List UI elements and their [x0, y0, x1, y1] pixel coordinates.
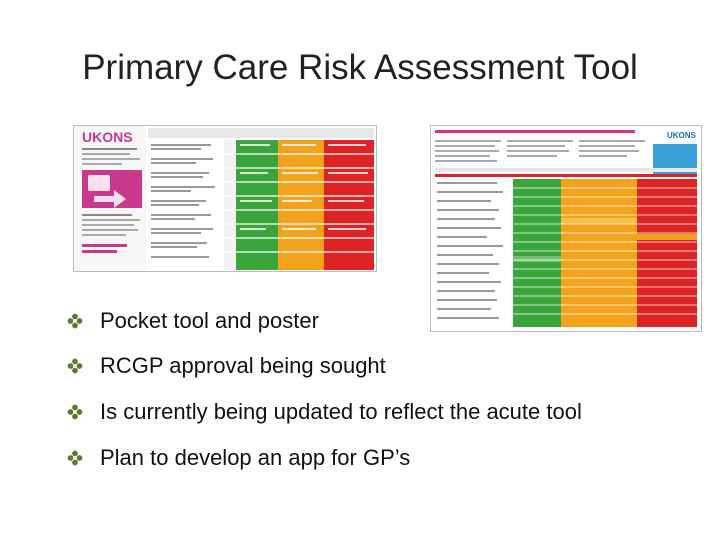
diamond-bullet-icon: [66, 357, 84, 375]
slide-title: Primary Care Risk Assessment Tool: [82, 48, 638, 87]
bullet-item: [66, 399, 582, 425]
diamond-bullet-icon: [66, 403, 84, 421]
bullet-item: [66, 353, 386, 379]
bullet-item: [66, 445, 410, 471]
diamond-bullet-icon: [66, 312, 84, 330]
diamond-bullet-icon: [66, 449, 84, 467]
bullet-item: [66, 308, 319, 334]
poster-logo: UKONS: [667, 131, 696, 140]
bullet-text: Pocket tool and poster: [100, 308, 319, 333]
poster-image: [430, 125, 702, 332]
bullet-text: Plan to develop an app for GP’s: [100, 445, 411, 470]
bullet-text: Is currently being updated to reflect the acute tool: [100, 399, 582, 424]
pocket-tool-logo: UKONS: [82, 129, 133, 145]
pocket-tool-image: [73, 125, 377, 272]
bullet-text: RCGP approval being sought: [100, 353, 386, 378]
